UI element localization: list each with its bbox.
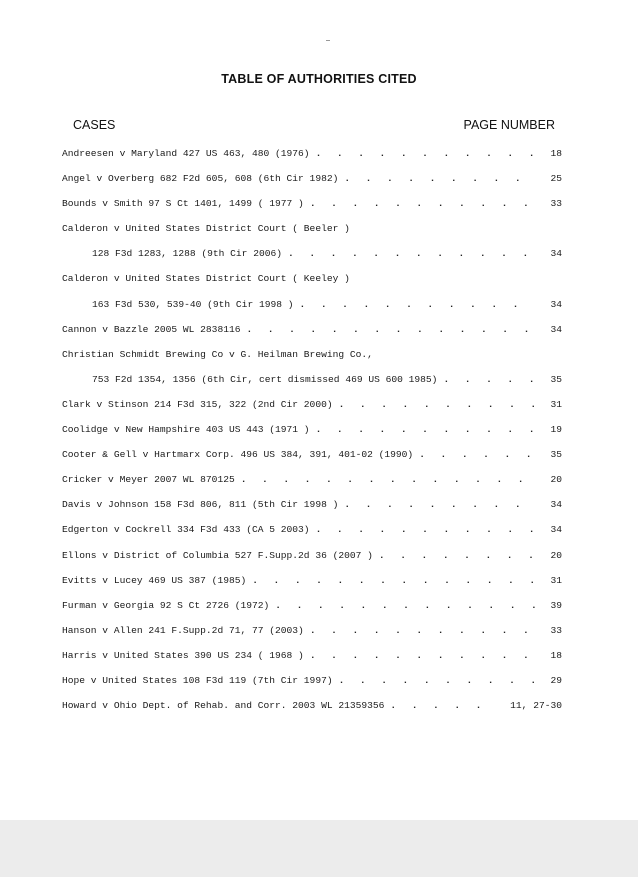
authority-entry-heading xyxy=(62,266,562,291)
case-citation: Howard v Ohio Dept. of Rehab. and Corr. 2003 WL 21359356 xyxy=(62,700,385,712)
dot-leader xyxy=(294,292,536,317)
cases-column-header: CASES xyxy=(73,118,116,132)
page-number: 19 xyxy=(550,424,562,436)
dot-leader xyxy=(310,141,536,166)
page-number: 25 xyxy=(550,173,562,185)
dot-leader xyxy=(304,191,536,216)
dot-leader xyxy=(338,166,536,191)
authority-entry xyxy=(62,317,562,342)
page-number: 33 xyxy=(550,624,562,636)
case-citation: Christian Schmidt Brewing Co v G. Heilman Brewing Co., xyxy=(62,348,373,360)
authority-entry xyxy=(62,191,562,216)
page-title: TABLE OF AUTHORITIES CITED xyxy=(221,72,417,86)
page-number: 35 xyxy=(550,449,562,461)
authority-entry xyxy=(62,668,562,693)
page-number: 18 xyxy=(550,649,562,661)
dot-leader xyxy=(240,317,536,342)
case-citation: Edgerton v Cockrell 334 F3d 433 (CA 5 2003) xyxy=(62,524,310,536)
case-citation: Davis v Johnson 158 F3d 806, 811 (5th Cir 1998 ) xyxy=(62,499,339,511)
authority-entry xyxy=(62,141,562,166)
page-number: 34 xyxy=(550,248,562,260)
page-number: 18 xyxy=(550,148,562,159)
dot-leader xyxy=(373,543,536,568)
authority-entry xyxy=(62,643,562,668)
page-number: 20 xyxy=(550,474,562,486)
case-citation: 163 F3d 530, 539-40 (9th Cir 1998 ) xyxy=(92,298,294,310)
authority-entry-heading xyxy=(62,342,562,367)
case-citation: Angel v Overberg 682 F2d 605, 608 (6th Cir 1982) xyxy=(62,173,339,185)
page-number: 34 xyxy=(550,323,562,335)
case-citation: Ellons v District of Columbia 527 F.Supp.2d 36 (2007 ) xyxy=(62,549,373,561)
case-citation: Calderon v United States District Court ( Beeler ) xyxy=(62,223,350,235)
case-citation: Hope v United States 108 F3d 119 (7th Cir 1997) xyxy=(62,674,333,686)
case-citation: Cricker v Meyer 2007 WL 870125 xyxy=(62,474,235,486)
authority-entry xyxy=(62,166,562,191)
case-citation: 128 F3d 1283, 1288 (9th Cir 2006) xyxy=(92,248,282,260)
authority-entry xyxy=(62,568,562,593)
case-citation: Bounds v Smith 97 S Ct 1401, 1499 ( 1977 ) xyxy=(62,198,304,210)
authority-entry xyxy=(62,417,562,442)
page-number: 31 xyxy=(550,574,562,586)
case-citation: Furman v Georgia 92 S Ct 2726 (1972) xyxy=(62,599,270,611)
authority-entry xyxy=(62,517,562,542)
case-citation: Harris v United States 390 US 234 ( 1968 ) xyxy=(62,649,304,661)
dot-leader xyxy=(310,517,536,542)
case-citation: Clark v Stinson 214 F3d 315, 322 (2nd Cir 2000) xyxy=(62,398,333,410)
authority-entry-continuation xyxy=(62,292,562,317)
page-number-column-header: PAGE NUMBER xyxy=(463,118,555,132)
case-citation: Cooter & Gell v Hartmarx Corp. 496 US 384, 391, 401-02 (1990) xyxy=(62,449,414,461)
dot-leader xyxy=(437,367,536,392)
page-number: 34 xyxy=(550,499,562,511)
authority-entry-continuation xyxy=(62,367,562,392)
dot-leader xyxy=(333,668,536,693)
page-number: 34 xyxy=(550,524,562,536)
case-citation: Cannon v Bazzle 2005 WL 2838116 xyxy=(62,323,241,335)
dot-leader xyxy=(282,241,536,266)
authority-entry xyxy=(62,693,562,718)
dot-leader xyxy=(304,618,536,643)
page-number: 29 xyxy=(550,674,562,686)
page-number: 39 xyxy=(550,599,562,611)
page-number: 35 xyxy=(550,373,562,385)
dot-leader xyxy=(413,442,536,467)
case-citation: 753 F2d 1354, 1356 (6th Cir, cert dismissed 469 US 600 1985) xyxy=(92,373,438,385)
page-number: 34 xyxy=(550,298,562,310)
authority-entry xyxy=(62,467,562,492)
page-number: 31 xyxy=(550,398,562,410)
dot-leader xyxy=(304,643,536,668)
authority-entry xyxy=(62,618,562,643)
case-citation: Calderon v United States District Court ( Keeley ) xyxy=(62,273,350,285)
authority-entry xyxy=(62,492,562,517)
case-citation: Evitts v Lucey 469 US 387 (1985) xyxy=(62,574,247,586)
dot-leader xyxy=(338,492,536,517)
authority-entry xyxy=(62,442,562,467)
dot-leader xyxy=(384,693,498,718)
page-number: 11, 27-30 xyxy=(510,700,562,712)
authority-entry-heading xyxy=(62,216,562,241)
dot-leader xyxy=(269,593,536,618)
page-number: 33 xyxy=(550,198,562,210)
dot-leader xyxy=(310,417,536,442)
case-citation: Hanson v Allen 241 F.Supp.2d 71, 77 (2003) xyxy=(62,624,304,636)
page-number: 20 xyxy=(550,549,562,561)
dot-leader xyxy=(235,467,536,492)
authorities-list xyxy=(62,141,562,718)
authority-entry-continuation xyxy=(62,241,562,266)
scan-mark xyxy=(326,40,330,41)
case-citation: Coolidge v New Hampshire 403 US 443 (1971 ) xyxy=(62,424,310,436)
dot-leader xyxy=(246,568,536,593)
authority-entry xyxy=(62,543,562,568)
dot-leader xyxy=(333,392,536,417)
case-citation: Andreesen v Maryland 427 US 463, 480 (1976) xyxy=(62,148,310,159)
authority-entry xyxy=(62,593,562,618)
authority-entry xyxy=(62,392,562,417)
